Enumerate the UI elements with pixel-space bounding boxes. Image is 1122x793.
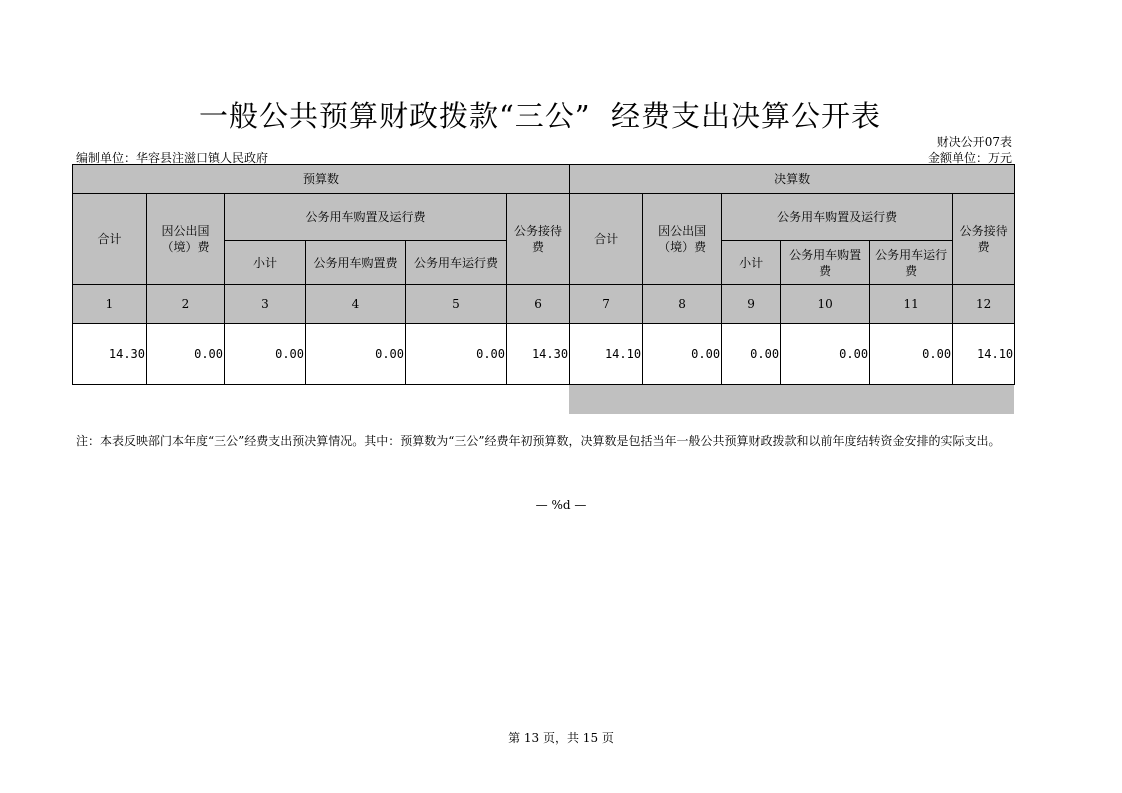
column-number: 7	[570, 285, 643, 324]
final-purchase-header: 公务用车购置费	[781, 241, 870, 285]
page-marker: — %d —	[535, 498, 587, 512]
column-number: 10	[781, 285, 870, 324]
budget-group-header: 预算数	[73, 165, 570, 194]
value-cell: 14.10	[570, 324, 643, 385]
budget-subtotal-header: 小计	[225, 241, 306, 285]
column-number: 6	[507, 285, 570, 324]
budget-total-header: 合计	[73, 194, 147, 285]
final-total-header: 合计	[570, 194, 643, 285]
form-number: 财决公开07表	[936, 135, 1012, 149]
final-reception-header: 公务接待费	[953, 194, 1015, 285]
final-operation-header: 公务用车运行费	[870, 241, 953, 285]
final-vehicle-group-header: 公务用车购置及运行费	[722, 194, 953, 241]
budget-reception-header: 公务接待费	[507, 194, 570, 285]
final-subtotal-header: 小计	[722, 241, 781, 285]
column-number: 2	[147, 285, 225, 324]
final-abroad-header: 因公出国（境）费	[643, 194, 722, 285]
budget-operation-header: 公务用车运行费	[406, 241, 507, 285]
column-number: 9	[722, 285, 781, 324]
column-number-row	[73, 285, 1015, 324]
compiling-unit: 编制单位：华容县注滋口镇人民政府	[76, 151, 269, 165]
table-note: 注：本表反映部门本年度“三公”经费支出预决算情况。其中：预算数为“三公”经费年初预算数，决算数是包括当年一般公共预算财政拨款和以前年度结转资金安排的实际支出。	[76, 434, 1001, 448]
column-number: 8	[643, 285, 722, 324]
column-number: 4	[306, 285, 406, 324]
value-cell: 0.00	[870, 324, 953, 385]
value-cell: 14.10	[953, 324, 1015, 385]
value-cell: 0.00	[781, 324, 870, 385]
column-number: 3	[225, 285, 306, 324]
value-cell: 0.00	[147, 324, 225, 385]
page-footer: 第 13 页，共 15 页	[508, 731, 614, 745]
grey-filler-strip	[569, 385, 1014, 414]
budget-vehicle-group-header: 公务用车购置及运行费	[225, 194, 507, 241]
value-cell: 0.00	[306, 324, 406, 385]
value-cell: 14.30	[73, 324, 147, 385]
table-row	[73, 324, 1015, 385]
page-title: 一般公共预算财政拨款“三公” 经费支出决算公开表	[198, 99, 882, 133]
column-number: 5	[406, 285, 507, 324]
budget-abroad-header: 因公出国（境）费	[147, 194, 225, 285]
final-group-header: 决算数	[570, 165, 1015, 194]
value-cell: 0.00	[406, 324, 507, 385]
value-cell: 0.00	[722, 324, 781, 385]
expense-table	[72, 164, 1015, 385]
budget-purchase-header: 公务用车购置费	[306, 241, 406, 285]
amount-unit: 金额单位：万元	[927, 151, 1012, 165]
value-cell: 0.00	[225, 324, 306, 385]
column-number: 1	[73, 285, 147, 324]
column-number: 12	[953, 285, 1015, 324]
column-number: 11	[870, 285, 953, 324]
value-cell: 0.00	[643, 324, 722, 385]
value-cell: 14.30	[507, 324, 570, 385]
